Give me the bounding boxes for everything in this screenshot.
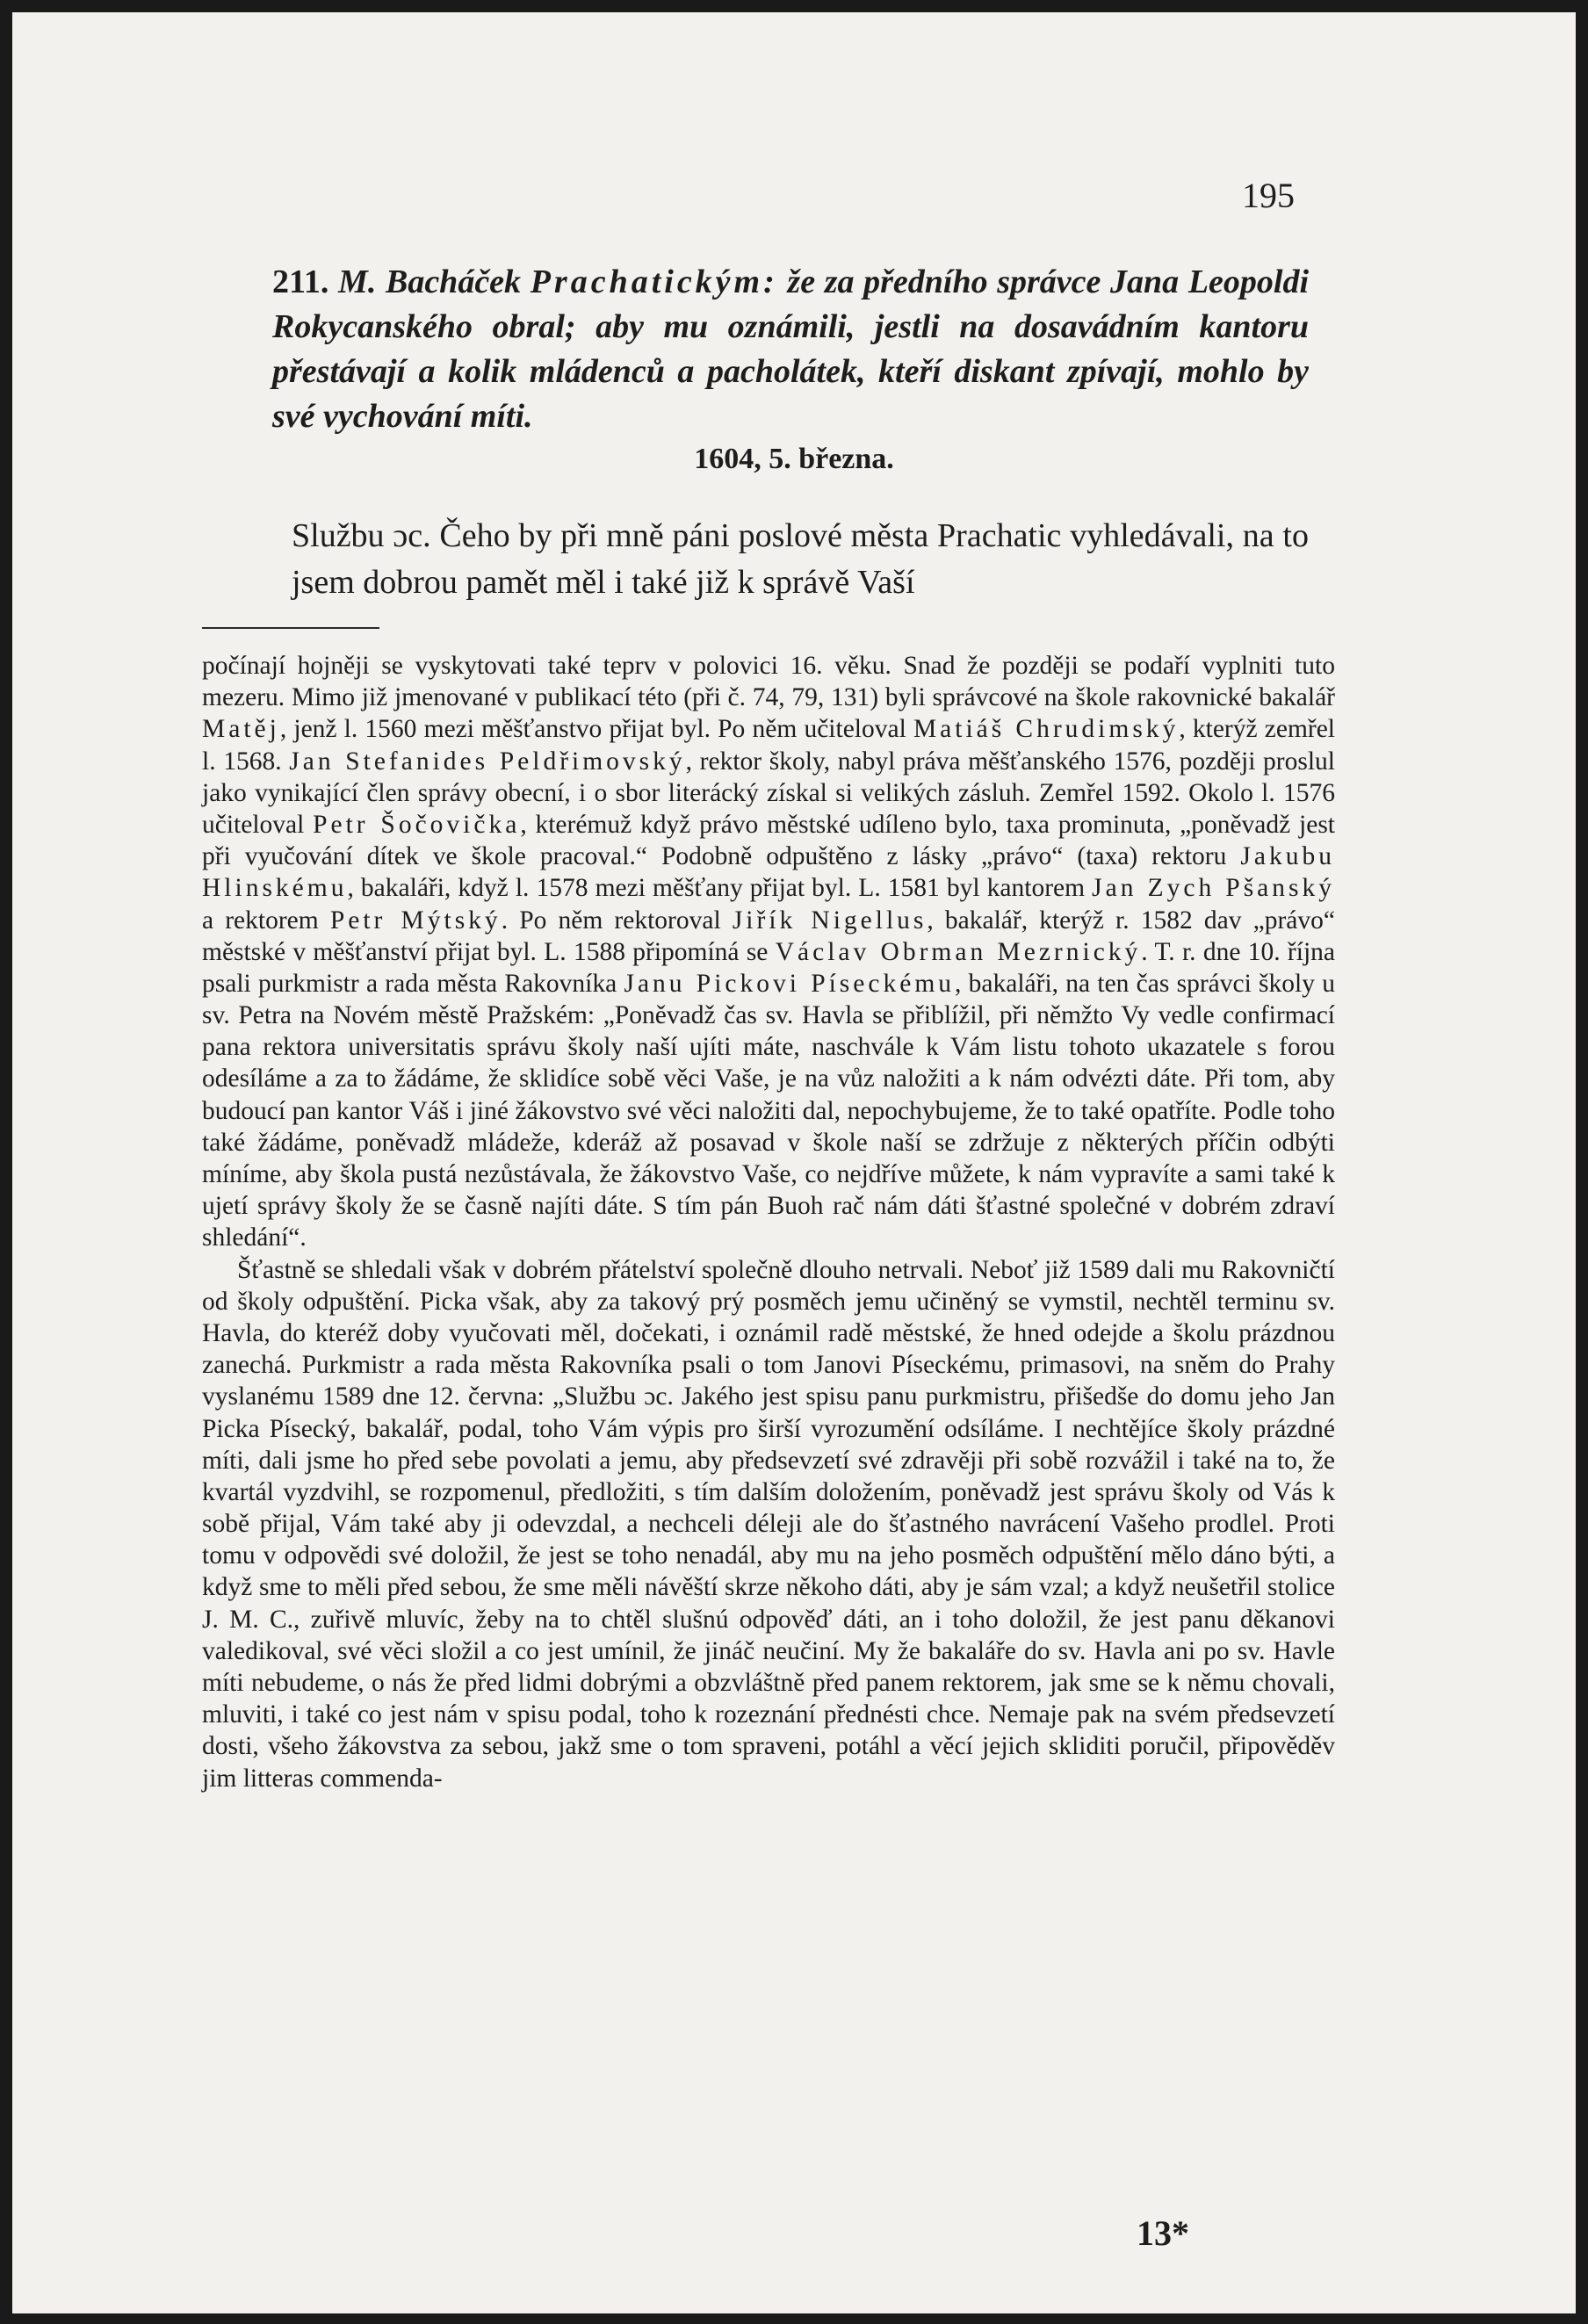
footnote-text: , kterémuž když právo městské udíleno bylo, taxa prominuta, „poněvadž jest při vyučování dítek ve škole pracoval.“ Podobně odpuštěno z lásky „právo“ (taxa) rektoru — [202, 810, 1335, 871]
footnote-text: , jenž l. 1560 mezi měšťanstvo přijat byl. Po něm učiteloval — [279, 715, 913, 744]
person-name: Janu Pickovi Píseckému — [624, 969, 956, 998]
footnote-paragraph-2: Šťastně se shledali však v dobrém přátelství společně dlouho netrvali. Neboť již 1589 dali mu Rakovničtí od školy odpuštění. Picka však, aby za takový prý posměch jemu učiněný se vymstil, nechtěl terminu sv. Havla, do kteréž doby vyučovati měl, dočekati, i oznámil radě městské, že hned odejde a školu prázdnou zanechá. Purkmistr a rada města Rakovníka psali o tom Janovi Píseckému, primasovi, na sněm do Prahy vyslanému 1589 dne 12. června: „Službu ɔc. Jakého jest spisu panu purkmistru, přišedše do domu jeho Jan Picka Písecký, bakalář, podal, toho Vám výpis pro širší vyrozumění odsíláme. I nechtějíce školy prázdné míti, dali jsme ho před sebe povolati a jemu, aby předsevzetí své zdravěji při sobě rozvážil i také na to, že kvartál vyzdvihl, se rozpomenul, předložiti, s tím dalším doložením, poněvadž jest správu školy od Vás k sobě přijal, Vám také aby ji odevzdal, a nechceli déleji ale do šťastného navrácení Vašeho prodlel. Proti tomu v odpovědi své doložil, že jest se toho nenadál, aby mu na jeho posměch odpuštění mělo dáno býti, a když sme to měli před sebou, že sme měli návěští skrze někoho dáti, aby je sám vzal; a když neušetřil stolice J. M. C., zuřivě mluvíc, žeby na to chtěl slušnú odpověď dáti, an i toho doložil, že jest panu děkanovi valedikoval, své věci složil a co jest umínil, že jináč neučiní. My že bakaláře do sv. Havla ani po sv. Havle míti nebudeme, o nás že před lidmi dobrými a obzvláštně před panem rektorem, jak sme se k němu chovali, mluviti, i také co jest nám v spisu podal, toho k rozeznání přednésti chce. Nemaje pak na svém předsevzetí dosti, všeho žákovstva za sebou, jakž sme o tom spraveni, potáhl a věcí jejich skliditi poručil, připověděv jim litteras commenda- — [202, 1255, 1335, 1793]
person-name: Václav Obrman Mezrnický — [775, 937, 1142, 966]
person-name: Jan Stefanides Peldřimovský — [289, 747, 686, 776]
document-page — [12, 12, 1576, 2313]
person-name: Matěj — [202, 715, 280, 744]
footnote-text: počínají hojněji se vyskytovati také teprv v polovici 16. věku. Snad že později se podaří vyplniti tuto mezeru. Mimo již jmenované v publikací této (při č. 74, 79, 131) byli správcové na škole rakovnické bakalář — [202, 652, 1335, 712]
footnote-divider — [202, 627, 379, 629]
person-name: Petr Mýtský — [329, 906, 502, 935]
footnote-paragraph-1 — [202, 650, 1335, 1254]
footnote-text: a rektorem — [202, 906, 330, 935]
page-number: 195 — [1242, 176, 1295, 215]
footnote — [202, 650, 1335, 1794]
signature-mark: 13* — [1137, 2213, 1189, 2253]
entry-sender: M. Bacháček — [338, 263, 522, 300]
footnote-text: , bakaláři, na ten čas správci školy u sv. Petra na Novém městě Pražském: „Poněvadž čas sv. Havla se přiblížil, při němžto Vy vedle confirmací pana rektora universitatis správu školy naší ujíti máte, naschvále k Vám listu tohoto ukazatele s forou odesíláme a za to žádáme, že sklidíce sobě věci Vaše, je na vůz naložiti a k nám odvézti dáte. Při tom, aby budoucí pan kantor Váš i jiné žákovstvo své věci naložiti dal, nepochybujeme, že to také opatříte. Podle toho také žádáme, poněvadž mládeže, kderáž až posavad v škole naší se zdržuje z některých příčin odbýti míníme, aby škola pustá nezůstávala, že žákovstvo Vaše, co nejdříve můžete, k nám vypravíte a sami také k ujetí správy školy že se časně najíti dáte. S tím pán Buoh rač nám dáti šťastné společné v dobrém zdraví shledání“. — [202, 969, 1335, 1252]
entry-heading — [272, 260, 1309, 439]
entry-recipient: Prachatickým: — [530, 263, 778, 300]
entry-subject: že za předního správce Jana Leopoldi Rokycanského obral; aby mu oznámili, jestli na dosavádním kantoru přestávají a kolik mládenců a pacholátek, kteří diskant zpívají, mohlo by své vychování míti. — [272, 263, 1310, 435]
footnote-text: . T. r. dne 10. října psali purkmistr a rada města Rakovníka — [202, 937, 1335, 998]
entry-number: 211. — [272, 263, 329, 300]
person-name: Jiřík Nigellus — [732, 906, 928, 935]
footnote-text: , kterýž zemřel l. 1568. — [202, 715, 1336, 776]
footnote-text: , bakaláři, když l. 1578 mezi měšťany přijat byl. L. 1581 byl kantorem — [347, 874, 1093, 903]
letter-text: Službu ɔc. Čeho by při mně páni poslové města Prachatic vyhledávali, na to jsem dobrou pamět měl i také již k správě Vaší — [292, 517, 1309, 602]
footnote-text: . Po něm rektoroval — [501, 906, 733, 935]
date-line: 1604, 5. března. — [694, 443, 894, 475]
person-name: Matiáš Chrudimský — [913, 715, 1180, 744]
person-name: Jakubu Hlinskému — [202, 842, 1335, 903]
footnote-text: , rektor školy, nabyl práva měšťanského 1576, později proslul jako vynikající člen správy obecní, i o sbor literácký získal si velikých zásluh. Zemřel 1592. Okolo l. 1576 učiteloval — [202, 747, 1335, 839]
footnote-text: , bakalář, kterýž r. 1582 dav „právo“ městské v měšťanství přijat byl. L. 1588 připomíná se — [202, 906, 1335, 966]
person-name: Jan Zych Pšanský — [1092, 874, 1335, 903]
person-name: Petr Šočovička — [313, 810, 521, 839]
